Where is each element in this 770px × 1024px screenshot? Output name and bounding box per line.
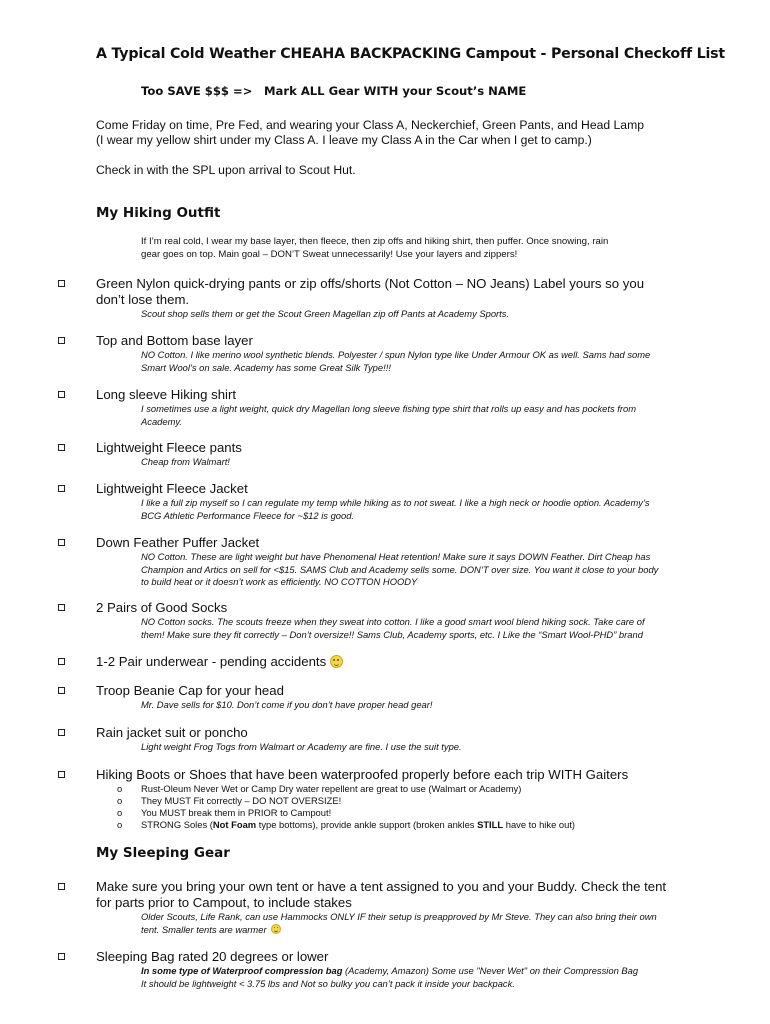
hiking-note-line-2: gear goes on top. Main goal – DON’T Sweat unnecessarily! Use your layers and zippers! [141,249,518,260]
item-label: Rain jacket suit or poncho [96,725,248,740]
item-label: for parts prior to Campout, to include stakes [96,895,352,910]
item-note: BCG Athletic Performance Fleece for ~$12 is good. [141,509,355,521]
hiking-heading: My Hiking Outfit [96,205,221,221]
item-note: Light weight Frog Togs from Walmart or Academy are fine. I use the suit type. [141,741,462,752]
checkbox[interactable] [58,539,65,546]
item-note: Cheap from Walmart! [141,456,230,467]
item-note: them! Make sure they fit correctly – Don’t oversize!! Sams Club, Academy sports, etc. I Like the “Smart Wool-PHD” brand [141,628,643,640]
checkbox[interactable] [58,729,65,736]
item-note: NO Cotton. These are light weight but have Phenomenal Heat retention! Make sure it says DOWN Feather. Dirt Cheap has [141,551,651,562]
checkbox[interactable] [58,687,65,694]
checkbox[interactable] [58,337,65,344]
checkin-text: Check in with the SPL upon arrival to Scout Hut. [96,163,356,177]
intro-line-2: (I wear my yellow shirt under my Class A. I leave my Class A in the Car when I get to camp.) [96,133,592,147]
smiley-icon [330,655,343,668]
boots-point-text: They MUST Fit correctly – DO NOT OVERSIZE! [141,795,342,806]
boots-point-text: You MUST break them in PRIOR to Campout! [141,807,332,818]
intro-line-1: Come Friday on time, Pre Fed, and wearing your Class A, Neckerchief, Green Pants, and Head Lamp [96,118,645,132]
checkbox[interactable] [58,485,65,492]
item-note: tent. Smaller tents are warmer [141,923,267,935]
hiking-note-line-1: If I’m real cold, I wear my base layer, then fleece, then zip offs and hiking shirt, then puffer. Once snowing, rain [141,236,609,247]
bullet: o [117,819,123,830]
item-label: Troop Beanie Cap for your head [96,683,284,698]
checkbox[interactable] [58,771,65,778]
bullet: o [117,795,123,806]
checkbox[interactable] [58,604,65,611]
item-note: I like a full zip myself so I can regulate my temp while hiking as to not sweat. I like a high neck or hoodie option. Academy’s [141,497,650,508]
boots-point-text: Rust-Oleum Never Wet or Camp Dry water repellent are great to use (Walmart or Academy) [141,783,522,794]
checkbox[interactable] [58,953,65,960]
page-title: A Typical Cold Weather CHEAHA BACKPACKING Campout - Personal Checkoff List [96,46,725,62]
smiley-icon [271,924,281,934]
item-label: Top and Bottom base layer [96,333,253,348]
checkbox[interactable] [58,883,65,890]
item-note: Scout shop sells them or get the Scout Green Magellan zip off Pants at Academy Sports. [141,308,510,319]
checkbox[interactable] [58,391,65,398]
item-note-row [141,924,706,936]
item-label: Down Feather Puffer Jacket [96,535,260,550]
item-label: Hiking Boots or Shoes that have been waterproofed properly before each trip WITH Gaiters [96,767,629,782]
item-note: Mr. Dave sells for $10. Don’t come if you don’t have proper head gear! [141,699,433,710]
item-label: Lightweight Fleece Jacket [96,481,248,496]
item-note: Champion and Artics on sell for <$15. SAMS Club and Academy sells some. DON’T over size. You want it close to your body [141,563,659,575]
bullet: o [117,807,123,818]
checkbox[interactable] [58,444,65,451]
item-label: don’t lose them. [96,292,190,307]
item-note: In some type of Waterproof compression bag (Academy, Amazon) Some use "Never Wet" on their Compression Bag [141,965,639,976]
item-note: Academy. [141,415,182,427]
item-label: Green Nylon quick-drying pants or zip offs/shorts (Not Cotton – NO Jeans) Label yours so you [96,276,645,291]
item-label: Lightweight Fleece pants [96,440,242,455]
save-money-label: Too SAVE $$$ => [141,84,253,98]
item-label: 1-2 Pair underwear - pending accidents [96,654,327,669]
item-note: to build heat or it doesn’t work as efficiently. NO COTTON HOODY [141,576,418,587]
item-note: Older Scouts, Life Rank, can use Hammocks ONLY IF their setup is preapproved by Mr Steve. They can also bring their own [141,911,657,922]
item-label: Long sleeve Hiking shirt [96,387,237,402]
sleeping-heading: My Sleeping Gear [96,845,230,861]
item-note: NO Cotton socks. The scouts freeze when they sweat into cotton. I like a good smart wool blend hiking sock. Take care of [141,616,645,627]
item-label: 2 Pairs of Good Socks [96,600,228,615]
checkbox[interactable] [58,280,65,287]
mark-gear-label: Mark ALL Gear WITH your Scout’s NAME [264,84,527,98]
item-label-row [96,654,716,670]
item-label: Sleeping Bag rated 20 degrees or lower [96,949,329,964]
checkbox[interactable] [58,658,65,665]
bullet: o [117,783,123,794]
item-note: NO Cotton. I like merino wool synthetic blends. Polyester / spun Nylon type like Under Armour OK as well. Sams had some [141,349,651,360]
boots-point-text: STRONG Soles (Not Foam type bottoms), provide ankle support (broken ankles STILL have to hike out) [141,819,576,830]
item-note: Smart Wool’s on sale. Academy has some Great Silk Type!!! [141,361,391,373]
item-note: It should be lightweight < 3.75 lbs and Not so bulky you can’t pack it inside your backpack. [141,977,515,989]
item-note: I sometimes use a light weight, quick dry Magellan long sleeve fishing type shirt that rolls up easy and has pockets from [141,403,637,414]
item-label: Make sure you bring your own tent or have a tent assigned to you and your Buddy. Check the tent [96,879,667,894]
